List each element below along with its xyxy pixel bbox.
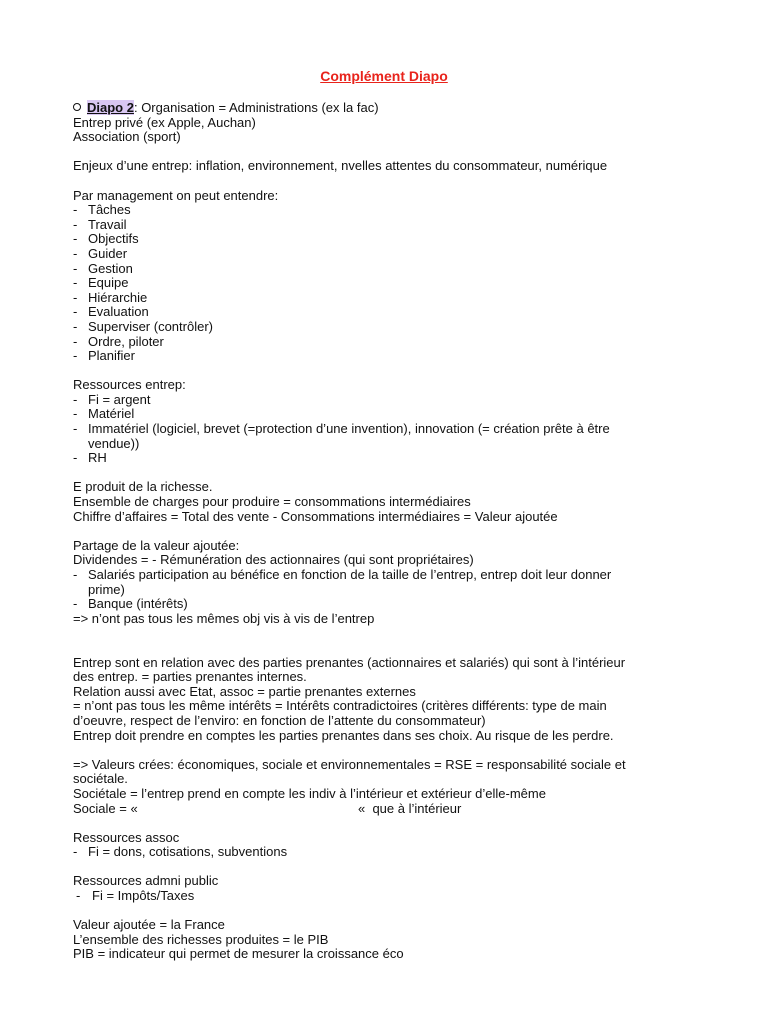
list-item: - Evaluation xyxy=(73,304,149,320)
section-heading: Par management on peut entendre: xyxy=(73,187,279,203)
text-line: = n’ont pas tous les même intérêts = Intérêts contradictoires (critères différents: type de main xyxy=(73,698,607,714)
text-line: Chiffre d’affaires = Total des vente - Consommations intermédiaires = Valeur ajoutée xyxy=(73,508,558,524)
text-line: L’ensemble des richesses produites = le PIB xyxy=(73,931,329,947)
list-item: - Fi = Impôts/Taxes xyxy=(76,888,195,904)
list-item-continuation: vendue)) xyxy=(88,435,140,451)
text-line: Sociétale = l’entrep prend en compte les indiv à l’intérieur et extérieur d’elle-même xyxy=(73,785,546,801)
list-item: - Salariés participation au bénéfice en fonction de la taille de l’entrep, entrep doit leur donner xyxy=(73,567,612,582)
list-item: - Planifier xyxy=(73,348,135,364)
list-item: - Ordre, piloter xyxy=(73,333,164,349)
section-heading: Ressources entrep: xyxy=(73,377,186,393)
text-line: Sociale = « « que à l’intérieur xyxy=(73,800,462,816)
text-line: Dividendes = - Rémunération des actionnaires (qui sont propriétaires) xyxy=(73,552,474,568)
text-line: => Valeurs crées: économiques, sociale et environnementales = RSE = responsabilité sociale et xyxy=(73,756,626,772)
diapo-line-text: : Organisation = Administrations (ex la fac) xyxy=(133,100,379,115)
section-heading: Partage de la valeur ajoutée: xyxy=(73,537,240,553)
text-line: Association (sport) xyxy=(73,129,181,145)
text-line: d’oeuvre, respect de l’enviro: en fonction de l’attente du consommateur) xyxy=(73,712,486,728)
text-line: Entrep privé (ex Apple, Auchan) xyxy=(73,114,256,130)
diapo-label: Diapo 2 xyxy=(87,100,134,115)
list-item: - Objectifs xyxy=(73,231,139,247)
text-line: Entrep doit prendre en comptes les parties prenantes dans ses choix. Au risque de les perdre. xyxy=(73,727,614,743)
list-item: - Travail xyxy=(73,216,127,232)
text-line: => n’ont pas tous les mêmes obj vis à vis de l’entrep xyxy=(73,610,375,626)
list-item: - Hiérarchie xyxy=(73,289,148,305)
circle-bullet-icon xyxy=(73,103,81,111)
list-item-continuation: prime) xyxy=(88,581,125,597)
list-item: - Gestion xyxy=(73,260,133,276)
text-line: Enjeux d’une entrep: inflation, environnement, nvelles attentes du consommateur, numérique xyxy=(73,158,608,174)
text-line: Valeur ajoutée = la France xyxy=(73,917,225,933)
list-item: - Equipe xyxy=(73,275,129,291)
list-item: - Immatériel (logiciel, brevet (=protection d’une invention), innovation (= création prête à être xyxy=(73,421,610,437)
list-item: - Banque (intérêts) xyxy=(73,596,188,612)
list-item: - Fi = argent xyxy=(73,391,151,407)
section-heading: Ressources assoc xyxy=(73,829,180,845)
list-item: - RH xyxy=(73,450,107,466)
page-title: Complément Diapo xyxy=(320,68,448,84)
list-item: - Tâches xyxy=(73,202,131,218)
text-line: des entrep. = parties prenantes internes. xyxy=(73,669,307,685)
list-item: - Fi = dons, cotisations, subventions xyxy=(73,844,288,860)
list-item: - Superviser (contrôler) xyxy=(73,318,213,334)
text-line: Relation aussi avec Etat, assoc = partie prenantes externes xyxy=(73,683,416,699)
text-line: Ensemble de charges pour produire = consommations intermédiaires xyxy=(73,494,471,510)
section-heading: Ressources admni public xyxy=(73,873,219,889)
text-line: Entrep sont en relation avec des parties prenantes (actionnaires et salariés) qui sont à l’intérieur xyxy=(73,654,626,670)
diapo-line xyxy=(73,101,693,116)
text-line: PIB = indicateur qui permet de mesurer la croissance éco xyxy=(73,946,404,962)
list-item: - Matériel xyxy=(73,406,135,422)
document-body xyxy=(73,101,693,962)
text-line: sociétale. xyxy=(73,771,128,787)
list-item: - Guider xyxy=(73,245,128,261)
text-line: E produit de la richesse. xyxy=(73,479,213,495)
